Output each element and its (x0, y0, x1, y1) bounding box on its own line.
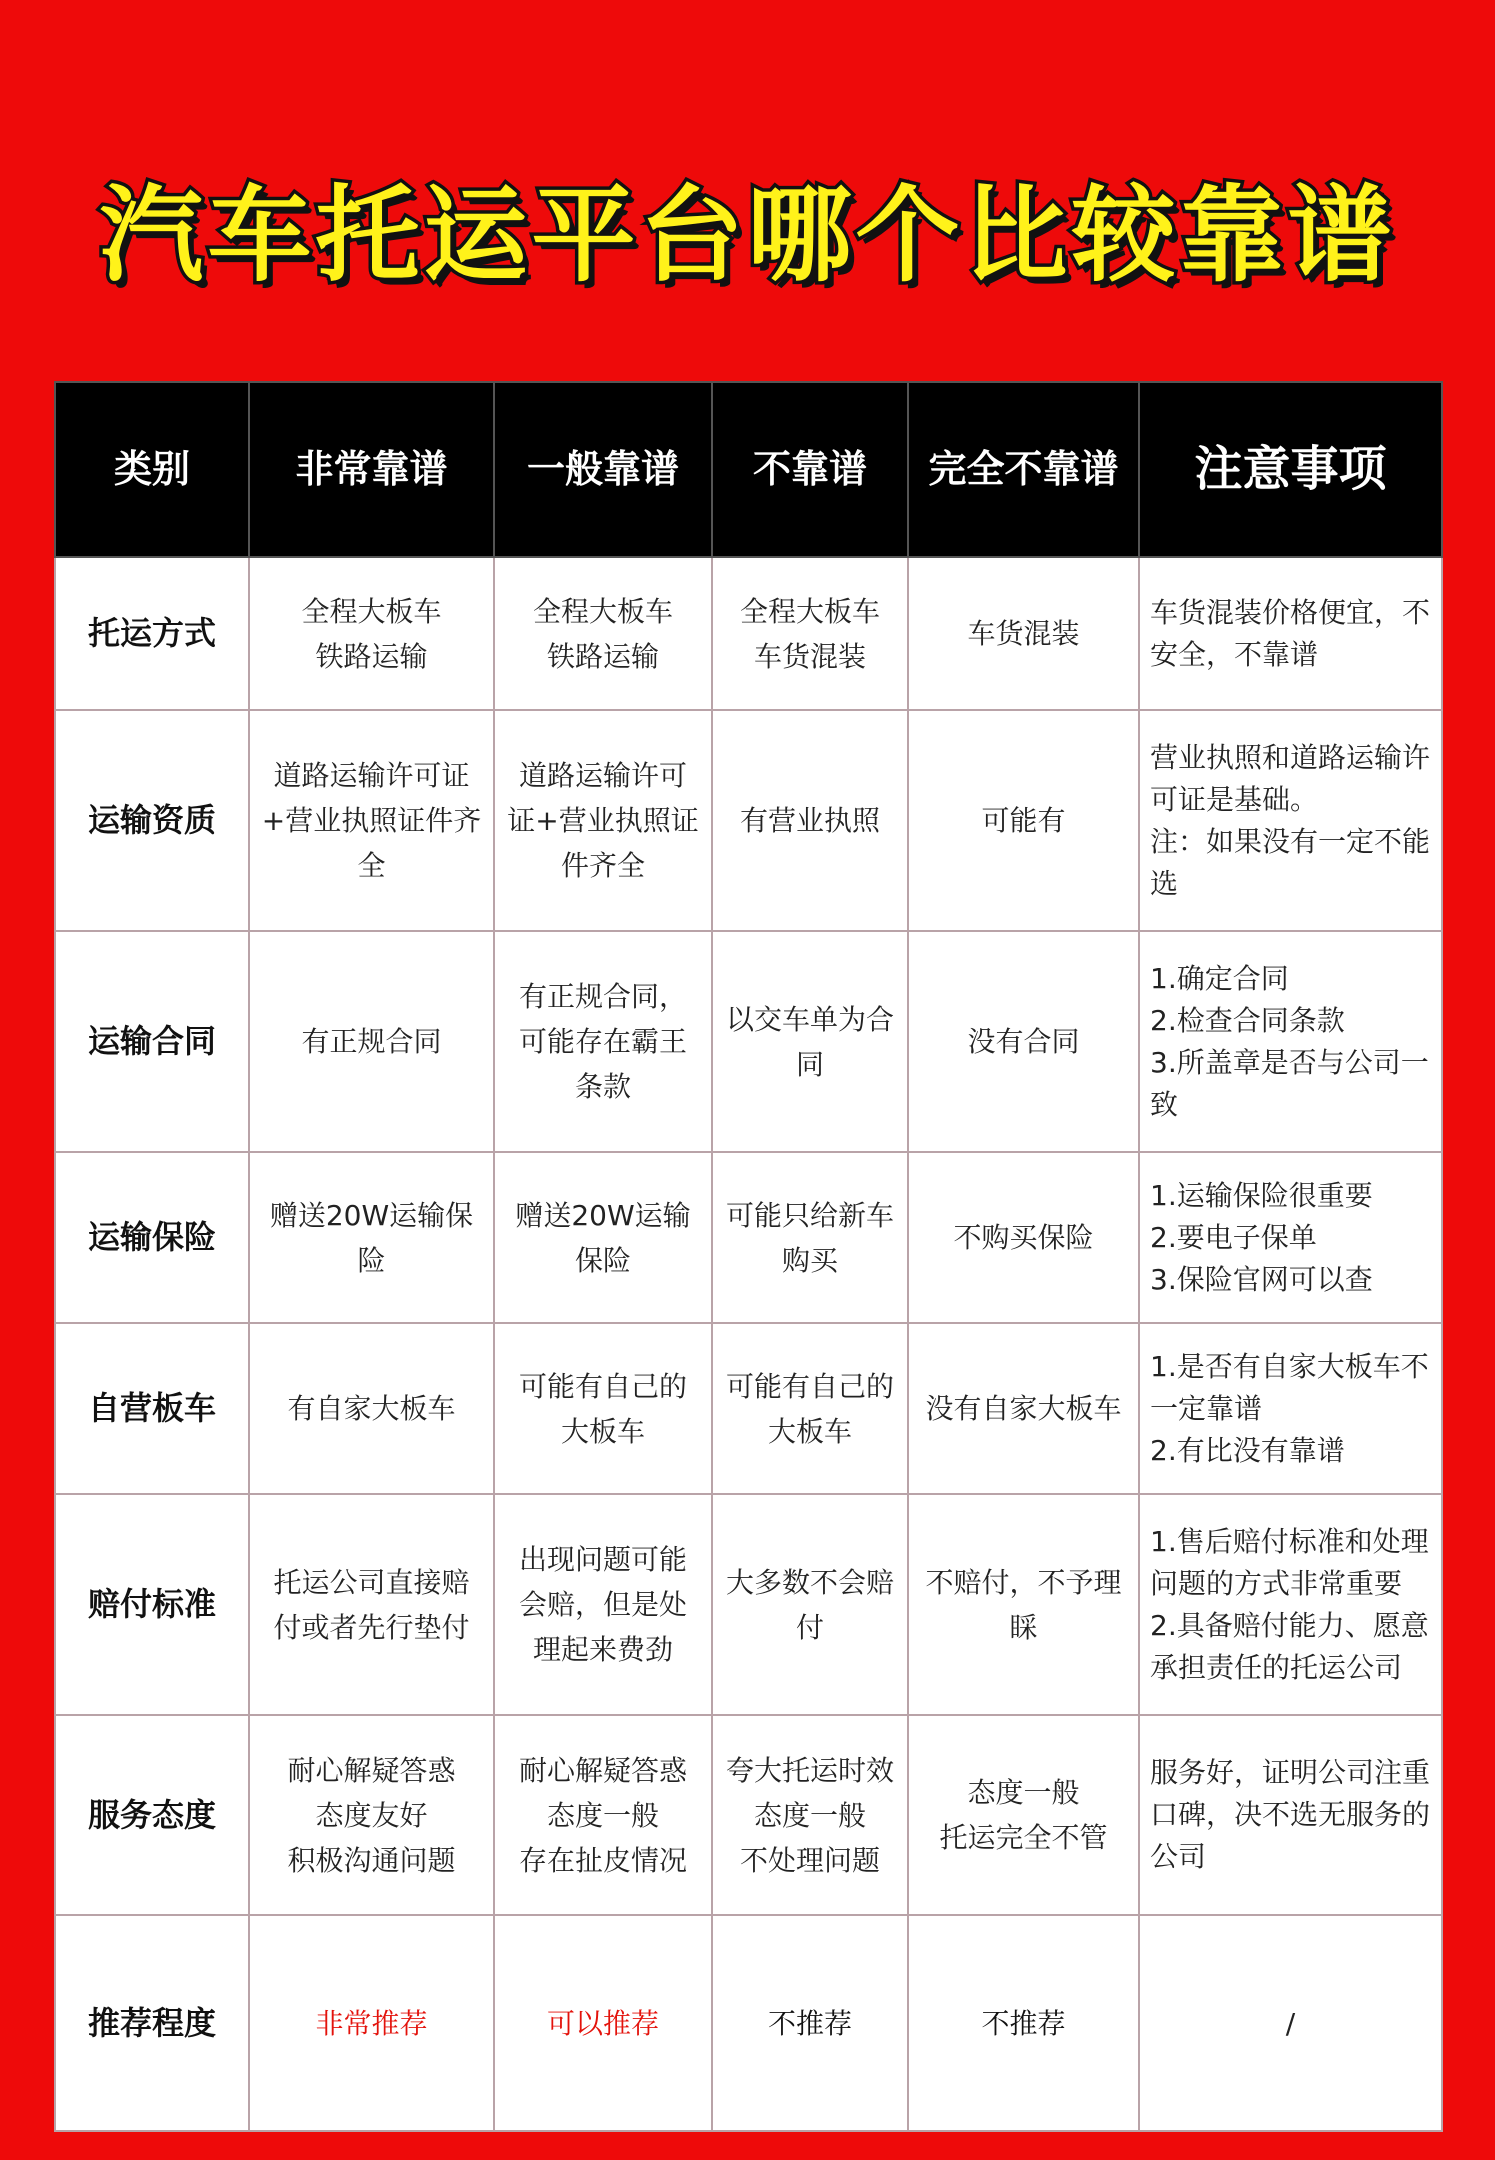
cell-text-line: 车货混装 (753, 639, 866, 673)
note-text-line: 2.要电子保单 (1150, 1220, 1317, 1254)
cell-text-line: 可能有自己的 (725, 1369, 894, 1403)
note-shipping-method (1139, 557, 1442, 710)
cell-shipping-method-totally-unreliable (908, 557, 1139, 710)
note-text-line: 1.运输保险很重要 (1150, 1178, 1373, 1212)
cell-text-line: 购买 (781, 1243, 838, 1277)
cell-text-line: 没有自家大板车 (925, 1392, 1122, 1425)
note-text-line: 1.确定合同 (1150, 961, 1289, 995)
cell-text-line: 大板车 (767, 1414, 852, 1448)
note-text-line: 选 (1150, 866, 1179, 900)
cell-text-line: 态度一般 (753, 1798, 866, 1832)
cell-own-trailer-totally-unreliable (908, 1323, 1139, 1494)
note-text-line: 1.是否有自家大板车不 (1150, 1349, 1429, 1383)
recommend-unreliable: 不推荐 (712, 1915, 908, 2131)
note-text-line: 可证是基础。 (1150, 782, 1319, 816)
cell-text-line: 铁路运输 (546, 639, 659, 673)
cell-text-line: 态度一般 (546, 1798, 659, 1832)
cell-service-attitude-very-reliable (249, 1715, 494, 1915)
cell-text-line: 不处理问题 (739, 1843, 880, 1877)
row-label-shipping-method: 托运方式 (55, 557, 249, 710)
table-row-compensation-standard (55, 1494, 1442, 1715)
comparison-table (54, 381, 1443, 2132)
cell-text-line: 积极沟通问题 (287, 1843, 456, 1877)
recommend-totally-unreliable: 不推荐 (908, 1915, 1139, 2131)
cell-text-line: 赠送20W运输 (515, 1198, 691, 1232)
cell-text-line: 付或者先行垫付 (273, 1610, 470, 1644)
cell-transport-qualification-totally-unreliable (908, 710, 1139, 931)
table-row-own-trailer (55, 1323, 1442, 1494)
recommend-fairly-reliable: 可以推荐 (494, 1915, 712, 2131)
row-label-transport-qualification: 运输资质 (55, 710, 249, 931)
cell-own-trailer-very-reliable (249, 1323, 494, 1494)
cell-text-line: 夸大托运时效 (725, 1753, 894, 1787)
note-text-line: 承担责任的托运公司 (1150, 1650, 1403, 1684)
cell-service-attitude-unreliable (712, 1715, 908, 1915)
table-row-transport-qualification (55, 710, 1442, 931)
note-text-line: 问题的方式非常重要 (1150, 1566, 1403, 1600)
cell-text-line: 条款 (574, 1070, 631, 1103)
note-transport-contract (1139, 931, 1442, 1152)
cell-text-line: 全程大板车 (532, 594, 673, 628)
table-row-recommendation (55, 1915, 1442, 2131)
cell-text-line: 态度一般 (967, 1776, 1080, 1809)
cell-transport-qualification-unreliable (712, 710, 908, 931)
row-label-own-trailer: 自营板车 (55, 1323, 249, 1494)
cell-transport-qualification-very-reliable (249, 710, 494, 931)
table-row-transport-contract (55, 931, 1442, 1152)
cell-text-line: 有正规合同， (518, 980, 687, 1013)
cell-service-attitude-fairly-reliable (494, 1715, 712, 1915)
cell-shipping-method-unreliable (712, 557, 908, 710)
note-text-line: 安全，不靠谱 (1150, 637, 1319, 671)
cell-text-line: 以交车单为合 (725, 1002, 894, 1036)
note-text-line: 公司 (1150, 1840, 1207, 1873)
note-own-trailer (1139, 1323, 1442, 1494)
cell-text-line: 大板车 (560, 1414, 645, 1448)
cell-text-line: 可能有自己的 (518, 1369, 687, 1403)
cell-own-trailer-fairly-reliable (494, 1323, 712, 1494)
cell-transport-contract-totally-unreliable (908, 931, 1139, 1152)
header-totally-unreliable: 完全不靠谱 (908, 382, 1139, 557)
header-row (55, 382, 1442, 557)
note-text-line: 注：如果没有一定不能 (1150, 824, 1431, 858)
cell-text-line: 全程大板车 (739, 594, 880, 628)
cell-transport-insurance-unreliable (712, 1152, 908, 1323)
header-very-reliable: 非常靠谱 (249, 382, 494, 557)
cell-transport-contract-fairly-reliable (494, 931, 712, 1152)
cell-text-line: 可能有 (981, 804, 1066, 837)
cell-shipping-method-fairly-reliable (494, 557, 712, 710)
note-transport-qualification (1139, 710, 1442, 931)
cell-text-line: 有自家大板车 (287, 1392, 456, 1425)
recommend-note: / (1139, 1915, 1442, 2131)
row-label-transport-contract: 运输合同 (55, 931, 249, 1152)
cell-text-line: 件齐全 (560, 849, 645, 882)
cell-text-line: 可能只给新车 (725, 1198, 894, 1232)
cell-compensation-standard-very-reliable (249, 1494, 494, 1715)
cell-own-trailer-unreliable (712, 1323, 908, 1494)
cell-text-line: 道路运输许可证 (273, 759, 470, 792)
cell-text-line: 没有合同 (967, 1025, 1080, 1058)
table-row-shipping-method (55, 557, 1442, 710)
cell-text-line: 会赔，但是处 (518, 1588, 687, 1621)
cell-text-line: 睬 (1009, 1610, 1038, 1644)
page-title: 汽车托运平台哪个比较靠谱 (99, 174, 1396, 296)
row-label-service-attitude: 服务态度 (55, 1715, 249, 1915)
cell-text-line: 耐心解疑答惑 (287, 1753, 456, 1787)
cell-transport-insurance-fairly-reliable (494, 1152, 712, 1323)
note-text-line: 口碑，决不选无服务的 (1150, 1798, 1431, 1831)
cell-text-line: 可能存在霸王 (518, 1025, 687, 1058)
cell-text-line: 托运公司直接赔 (273, 1565, 470, 1599)
cell-compensation-standard-totally-unreliable (908, 1494, 1139, 1715)
cell-text-line: 全 (357, 849, 386, 882)
note-text-line: 3.所盖章是否与公司一 (1150, 1045, 1429, 1079)
cell-text-line: 态度友好 (315, 1798, 428, 1832)
cell-shipping-method-very-reliable (249, 557, 494, 710)
note-text-line: 2.有比没有靠谱 (1150, 1433, 1345, 1467)
cell-text-line: 车货混装 (967, 617, 1080, 650)
header-category: 类别 (55, 382, 249, 557)
cell-compensation-standard-fairly-reliable (494, 1494, 712, 1715)
cell-text-line: 大多数不会赔 (725, 1565, 894, 1599)
cell-text-line: 付 (795, 1610, 824, 1644)
cell-text-line: 证+营业执照证 (507, 804, 699, 837)
cell-text-line: 赠送20W运输保 (269, 1198, 474, 1232)
note-compensation-standard (1139, 1494, 1442, 1715)
cell-text-line: 险 (357, 1243, 386, 1277)
cell-transport-insurance-totally-unreliable (908, 1152, 1139, 1323)
note-text-line: 1.售后赔付标准和处理 (1150, 1524, 1429, 1558)
cell-text-line: 不赔付，不予理 (925, 1565, 1122, 1599)
note-service-attitude (1139, 1715, 1442, 1915)
header-fairly-reliable: 一般靠谱 (494, 382, 712, 557)
note-text-line: 车货混装价格便宜，不 (1150, 595, 1431, 629)
cell-text-line: 存在扯皮情况 (518, 1843, 687, 1877)
header-notes: 注意事项 (1139, 382, 1442, 557)
cell-transport-insurance-very-reliable (249, 1152, 494, 1323)
cell-transport-qualification-fairly-reliable (494, 710, 712, 931)
cell-text-line: 有正规合同 (301, 1025, 442, 1058)
cell-text-line: 道路运输许可 (518, 759, 687, 792)
table-row-transport-insurance (55, 1152, 1442, 1323)
note-text-line: 2.检查合同条款 (1150, 1003, 1345, 1037)
header-unreliable: 不靠谱 (712, 382, 908, 557)
cell-text-line: 托运完全不管 (939, 1821, 1108, 1854)
row-label-compensation-standard: 赔付标准 (55, 1494, 249, 1715)
note-text-line: 服务好，证明公司注重 (1150, 1756, 1431, 1789)
cell-text-line: 不购买保险 (953, 1221, 1094, 1254)
row-label-transport-insurance: 运输保险 (55, 1152, 249, 1323)
cell-transport-contract-unreliable (712, 931, 908, 1152)
cell-text-line: 理起来费劲 (532, 1633, 673, 1666)
note-transport-insurance (1139, 1152, 1442, 1323)
recommend-very-reliable: 非常推荐 (249, 1915, 494, 2131)
cell-service-attitude-totally-unreliable (908, 1715, 1139, 1915)
cell-text-line: 出现问题可能 (518, 1543, 687, 1576)
cell-text-line: 铁路运输 (315, 639, 428, 673)
note-text-line: 营业执照和道路运输许 (1150, 740, 1431, 774)
cell-text-line: 耐心解疑答惑 (518, 1753, 687, 1787)
note-text-line: 致 (1150, 1087, 1179, 1121)
cell-text-line: +营业执照证件齐 (261, 804, 482, 837)
cell-transport-contract-very-reliable (249, 931, 494, 1152)
cell-text-line: 有营业执照 (739, 804, 880, 837)
cell-text-line: 保险 (574, 1243, 631, 1277)
note-text-line: 一定靠谱 (1150, 1391, 1263, 1425)
note-text-line: 3.保险官网可以查 (1150, 1262, 1373, 1296)
table-row-service-attitude (55, 1715, 1442, 1915)
cell-compensation-standard-unreliable (712, 1494, 908, 1715)
cell-text-line: 全程大板车 (301, 594, 442, 628)
cell-text-line: 同 (795, 1047, 824, 1081)
row-label-recommendation: 推荐程度 (55, 1915, 249, 2131)
note-text-line: 2.具备赔付能力、愿意 (1150, 1608, 1429, 1642)
